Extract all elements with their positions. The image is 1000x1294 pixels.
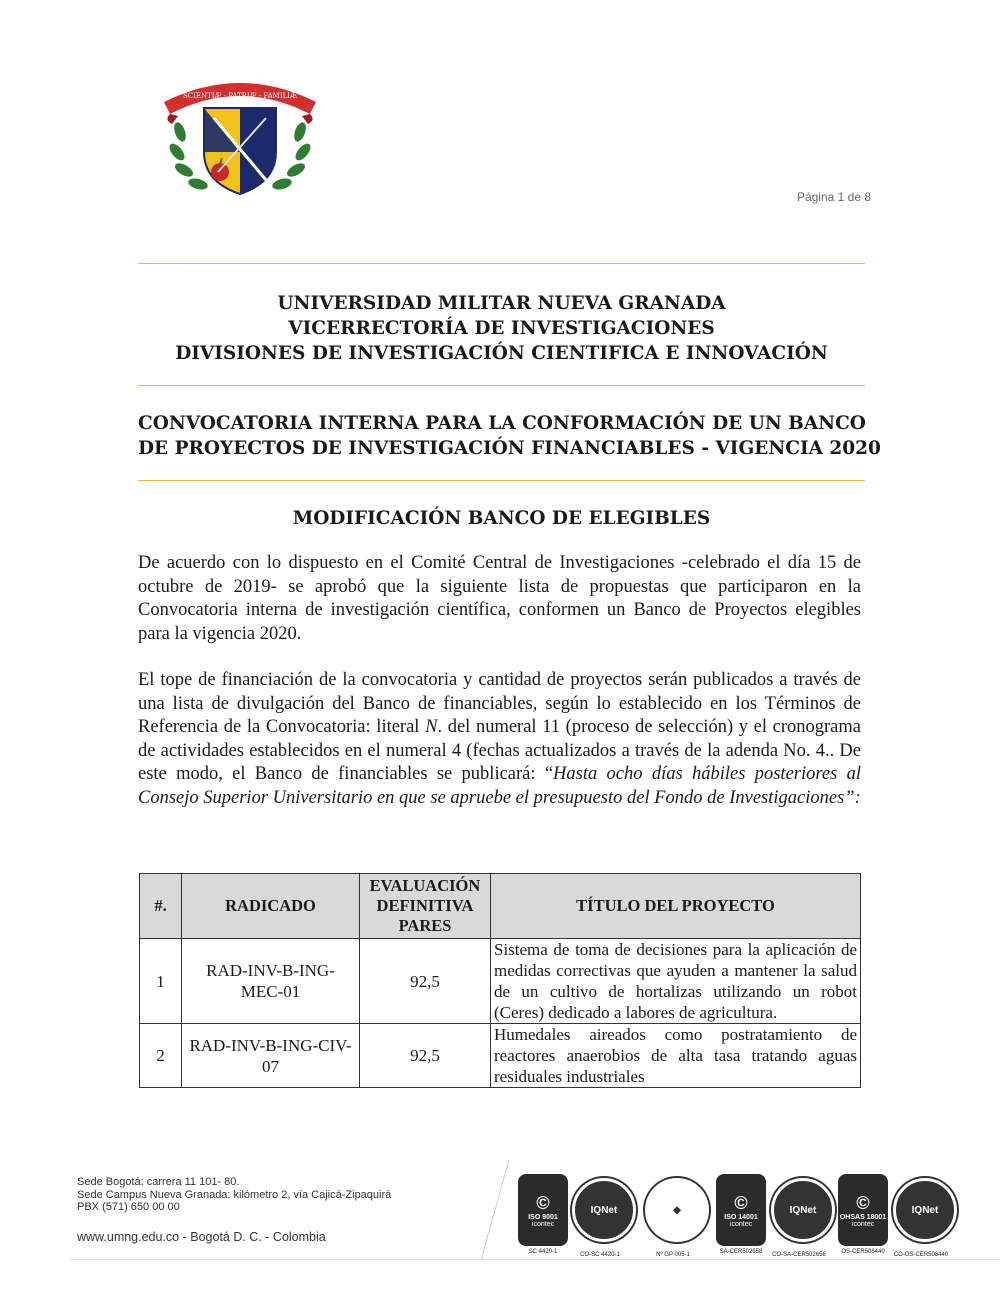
cert-iqnet-os: IQNet CO-OS-CER508440 bbox=[893, 1174, 949, 1258]
institution-header bbox=[138, 291, 865, 366]
certification-logos bbox=[515, 1174, 955, 1266]
row-evaluation: 92,5 bbox=[360, 1024, 491, 1088]
call-title-line: DE PROYECTOS DE INVESTIGACIÓN FINANCIABLES - VIGENCIA 2020 bbox=[138, 438, 881, 459]
eligible-projects-table bbox=[139, 873, 861, 1088]
row-number: 2 bbox=[140, 1024, 182, 1088]
icontec-icon: © OHSAS 18001 icontec bbox=[838, 1174, 888, 1246]
divider bbox=[138, 263, 865, 264]
quoted-text: Hasta ocho días hábiles posteriores al Consejo Superior Universitario en que se apruebe el presupuesto del Fondo de Investigaciones”: bbox=[138, 764, 861, 808]
call-title-line: CONVOCATORIA INTERNA PARA LA CONFORMACIÓN DE UN BANCO bbox=[138, 413, 866, 434]
page-number: Página 1 de 8 bbox=[796, 190, 871, 204]
cert-iso9001: © ISO 9001 icontec SC 4420-1 bbox=[515, 1174, 571, 1255]
cert-gp: ◆ Nº GP 005-1 bbox=[645, 1174, 701, 1258]
footer-address: Sede Bogotá: carrera 11 101- 80. Sede Campus Nueva Granada: kilómetro 2, vía Cajicá-Zipaquirá PBX (571) 650 00 00 bbox=[77, 1176, 392, 1213]
row-radicado: RAD-INV-B-ING-CIV-07 bbox=[182, 1024, 360, 1088]
footer-website[interactable]: www.umng.edu.co - Bogotá D. C. - Colombia bbox=[77, 1230, 326, 1244]
row-title: Humedales aireados como postratamiento de reactores anaerobios de alta tasa tratando aguas residuales industriales bbox=[491, 1024, 861, 1088]
table-row bbox=[140, 939, 861, 1024]
call-title bbox=[138, 411, 881, 461]
document-subtitle: MODIFICACIÓN BANCO DE ELEGIBLES bbox=[292, 508, 711, 529]
university-logo bbox=[160, 72, 320, 202]
icontec-icon: © ISO 14001 icontec bbox=[716, 1174, 766, 1246]
header-radicado: RADICADO bbox=[182, 874, 360, 939]
header-line: DIVISIONES DE INVESTIGACIÓN CIENTIFICA E INNOVACIÓN bbox=[175, 343, 828, 364]
cert-ohsas18001: © OHSAS 18001 icontec OS-CER508440 bbox=[835, 1174, 891, 1255]
divider bbox=[138, 480, 865, 481]
iqnet-icon: IQNet bbox=[771, 1178, 835, 1242]
header-title: TÍTULO DEL PROYECTO bbox=[491, 874, 861, 939]
cert-iqnet-sc: IQNet CO-SC 4420-1 bbox=[572, 1174, 628, 1258]
row-radicado: RAD-INV-B-ING-MEC-01 bbox=[182, 939, 360, 1024]
cert-iqnet-sa: IQNet CO-SA-CER502656 bbox=[771, 1174, 827, 1258]
literal-letter: N bbox=[425, 717, 438, 737]
header-line: UNIVERSIDAD MILITAR NUEVA GRANADA bbox=[277, 293, 726, 314]
svg-text:SCIENTIÆ · PATRIÆ · FAMILIÆ: SCIENTIÆ · PATRIÆ · FAMILIÆ bbox=[182, 92, 298, 100]
header-line: VICERRECTORÍA DE INVESTIGACIONES bbox=[288, 318, 715, 339]
table-header-row bbox=[140, 874, 861, 939]
row-number: 1 bbox=[140, 939, 182, 1024]
icontec-icon: © ISO 9001 icontec bbox=[518, 1174, 568, 1246]
divider bbox=[138, 385, 865, 386]
header-evaluation: EVALUACIÓN DEFINITIVA PARES bbox=[360, 874, 491, 939]
iqnet-icon: IQNet bbox=[572, 1178, 636, 1242]
paragraph-1: De acuerdo con lo dispuesto en el Comité Central de Investigaciones -celebrado el día 15 de octubre de 2019- se aprobó que la siguiente lista de propuestas que participaron en la Convocatoria interna de investigación científica, conformen un Banco de Proyectos elegibles para la vigencia 2020. bbox=[138, 553, 861, 644]
iqnet-icon: IQNet bbox=[893, 1178, 957, 1242]
cert-iso14001: © ISO 14001 icontec SA-CER502658 bbox=[713, 1174, 769, 1255]
header-number: #. bbox=[140, 874, 182, 939]
row-title: Sistema de toma de decisiones para la aplicación de medidas correctivas que ayuden a mantener la salud de un cultivo de hortalizas utilizando un robot (Ceres) dedicado a labores de agricultura. bbox=[491, 939, 861, 1024]
row-evaluation: 92,5 bbox=[360, 939, 491, 1024]
paragraph-2: El tope de financiación de la convocatoria y cantidad de proyectos serán publicados a través de una lista de divulgación del Banco de financiables, según lo establecido en los Términos de Referencia de la Convocatoria: literal N. del numeral 11 (proceso de selección) y el cronograma de actividades establecidos en el numeral 4 (fechas actualizados a través de la adenda No. 4.. De este modo, el Banco de financiables se publicará: “Hasta ocho días hábiles posteriores al Consejo Superior Universitario en que se apruebe el presupuesto del Fondo de Investigaciones”: bbox=[138, 670, 861, 808]
table-row bbox=[140, 1024, 861, 1088]
colombia-seal-icon: ◆ bbox=[645, 1178, 709, 1242]
footer-divider bbox=[480, 1160, 510, 1260]
